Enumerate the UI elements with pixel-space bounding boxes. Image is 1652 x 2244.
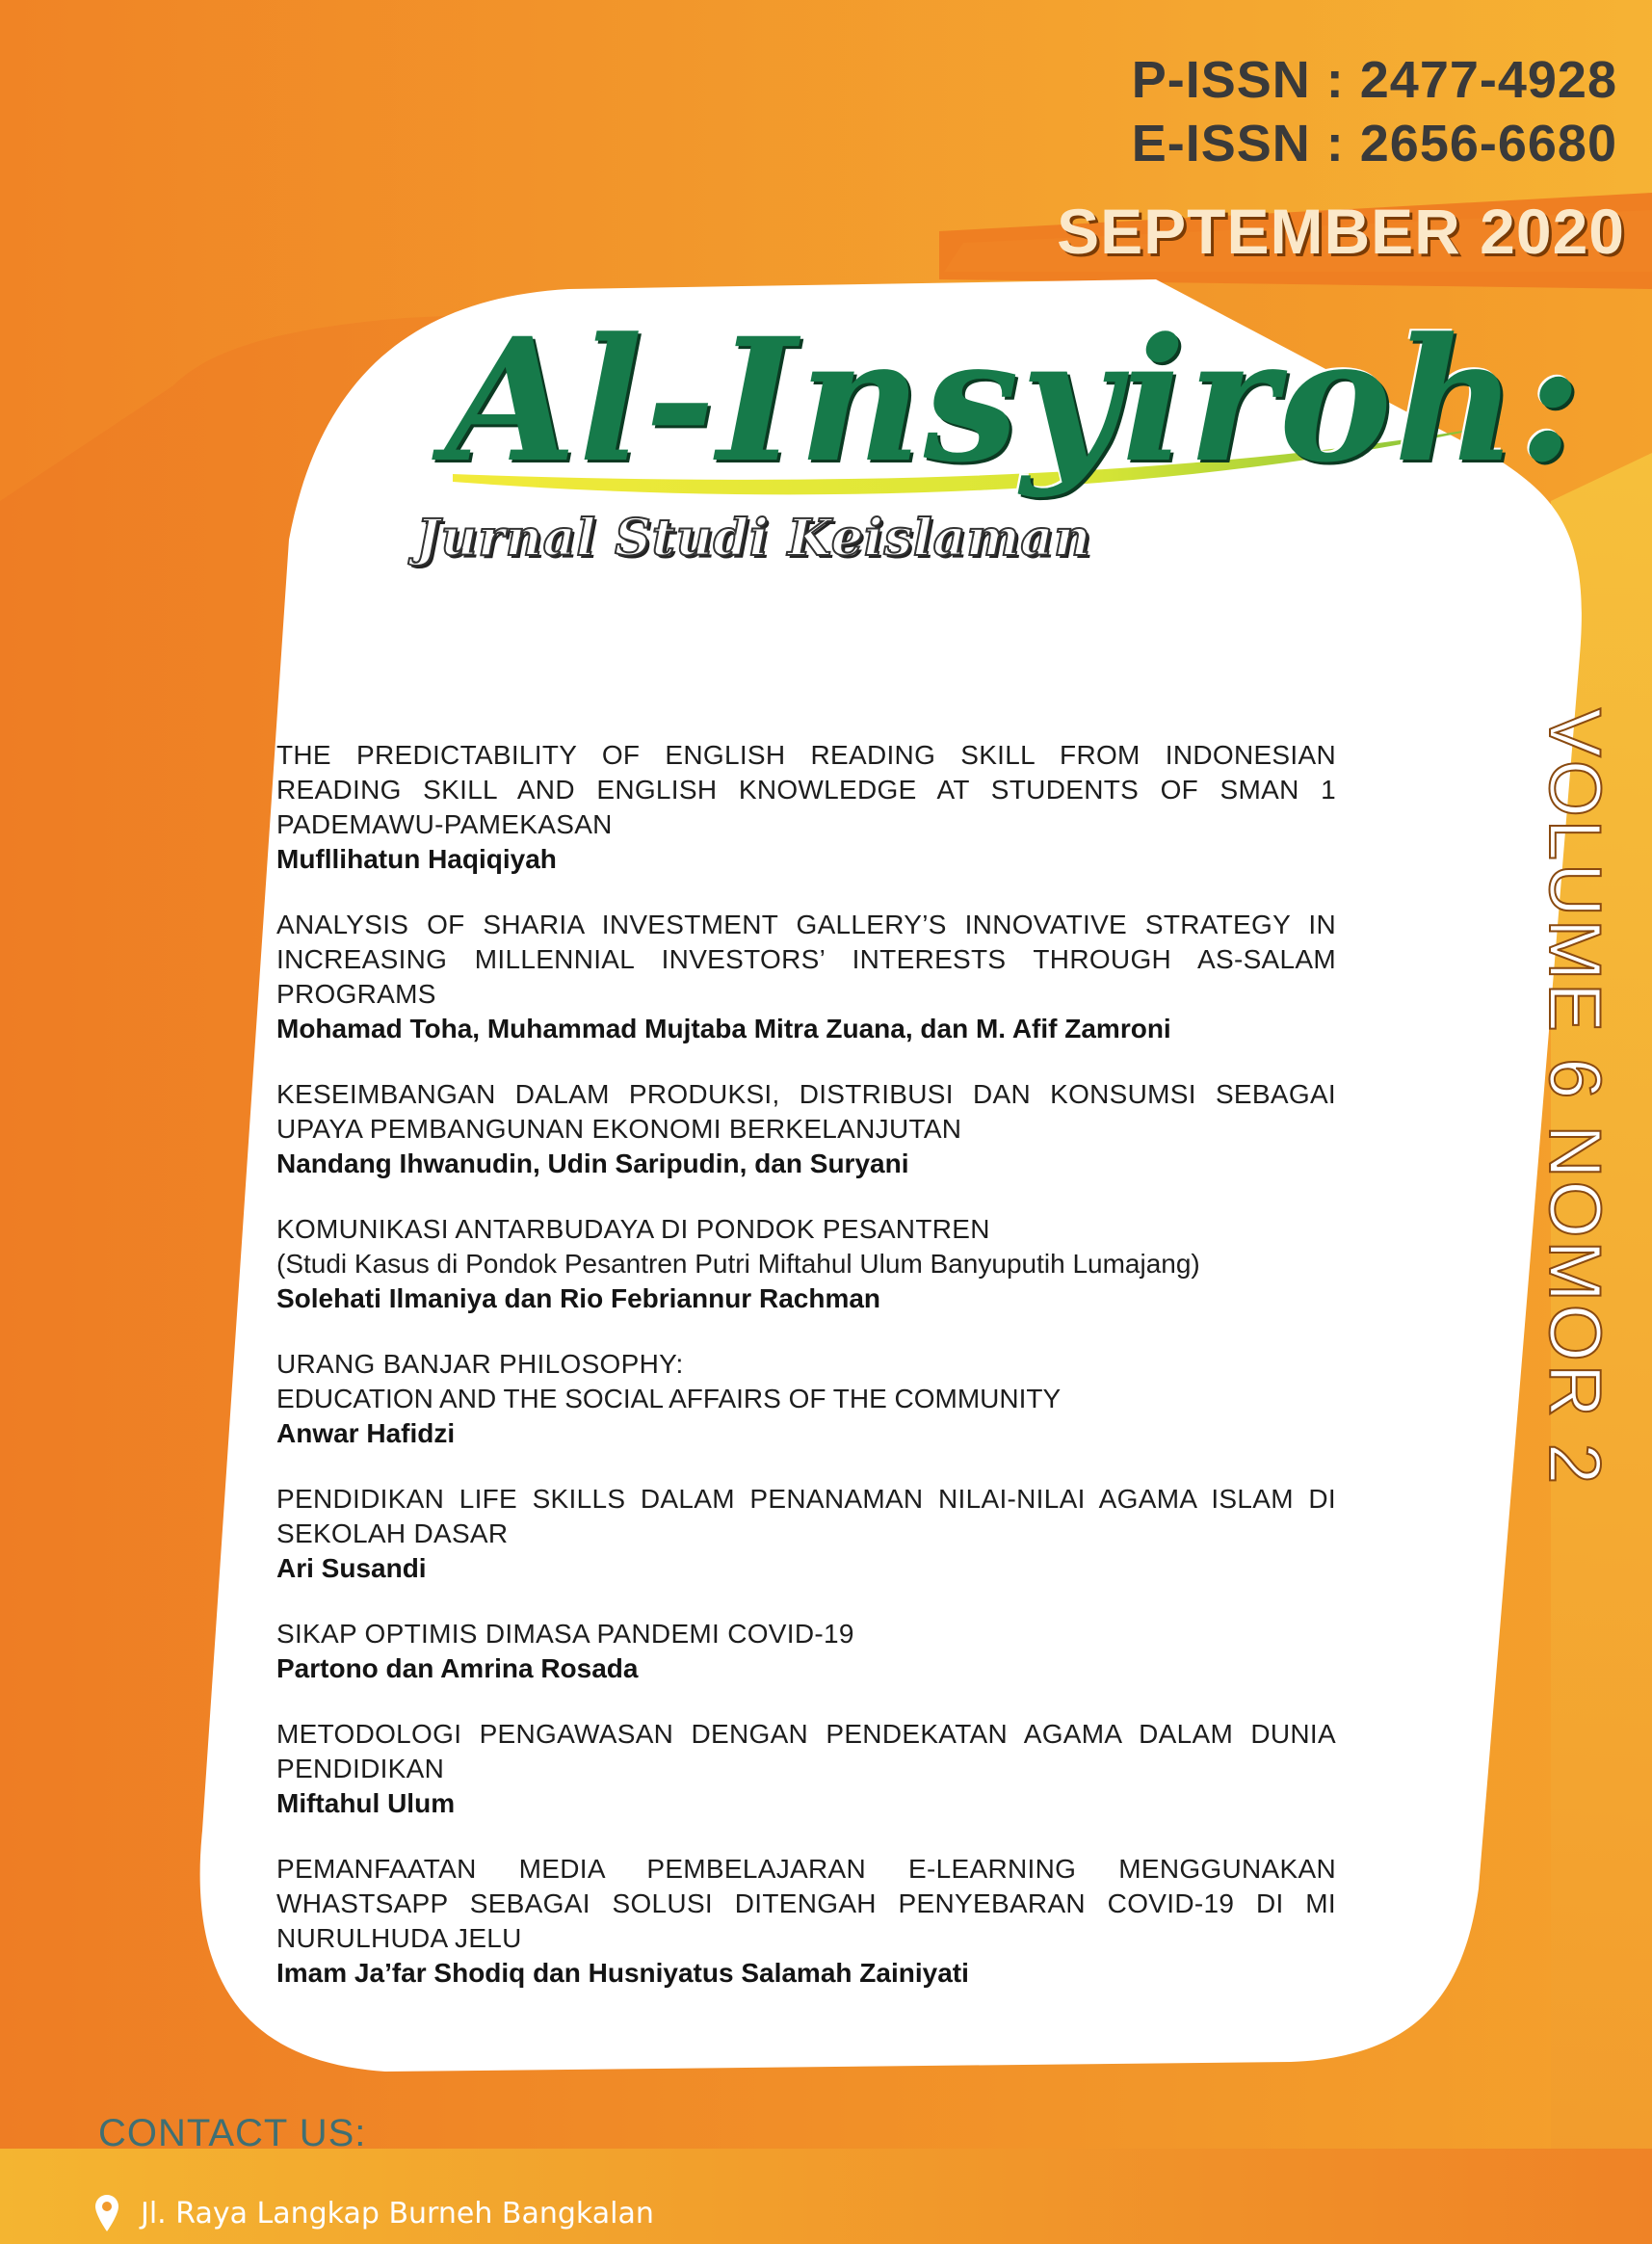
journal-title: Al-Insyiroh: xyxy=(445,301,1585,500)
article-entry xyxy=(276,1347,1336,1451)
article-authors: Nandang Ihwanudin, Udin Saripudin, dan Suryani xyxy=(276,1148,909,1178)
edition-date: SEPTEMBER 2020 xyxy=(1057,196,1625,267)
contact-address xyxy=(94,2192,654,2234)
article-authors: Mufllihatun Haqiqiyah xyxy=(276,844,557,874)
article-entry xyxy=(276,738,1336,877)
journal-subtitle: Jurnal Studi Keislaman xyxy=(416,509,1091,568)
article-entry xyxy=(276,908,1336,1046)
p-issn: P-ISSN : 2477-4928 xyxy=(1131,51,1617,109)
volume-number-label: VOLUME 6 NOMOR 2 xyxy=(1534,708,1615,1488)
article-entry xyxy=(276,1212,1336,1316)
article-entry xyxy=(276,1077,1336,1181)
article-authors: Miftahul Ulum xyxy=(276,1788,456,1818)
article-authors: Anwar Hafidzi xyxy=(276,1418,456,1448)
article-title: THE PREDICTABILITY OF ENGLISH READING SKILL FROM INDONESIAN READING SKILL AND ENGLISH KNOWLEDGE AT STUDENTS OF SMAN 1 PADEMAWU-PAMEKASAN xyxy=(276,740,1336,839)
article-authors: Ari Susandi xyxy=(276,1553,427,1583)
article-subtitle: (Studi Kasus di Pondok Pesantren Putri Miftahul Ulum Banyuputih Lumajang) xyxy=(276,1249,1200,1279)
article-title: ANALYSIS OF SHARIA INVESTMENT GALLERY’S INNOVATIVE STRATEGY IN INCREASING MILLENNIAL INVESTORS’ INTERESTS THROUGH AS-SALAM PROGRAMS xyxy=(276,910,1336,1009)
article-title: PEMANFAATAN MEDIA PEMBELAJARAN E-LEARNING MENGGUNAKAN WHASTSAPP SEBAGAI SOLUSI DITENGAH PENYEBARAN COVID-19 DI MI NURULHUDA JELU xyxy=(276,1854,1336,1953)
location-pin-icon xyxy=(94,2194,119,2232)
address-text: Jl. Raya Langkap Burneh Bangkalan xyxy=(141,2196,654,2231)
article-entry xyxy=(276,1482,1336,1586)
article-title: URANG BANJAR PHILOSOPHY: xyxy=(276,1349,684,1379)
article-title: SIKAP OPTIMIS DIMASA PANDEMI COVID-19 xyxy=(276,1619,854,1649)
article-title: PENDIDIKAN LIFE SKILLS DALAM PENANAMAN NILAI-NILAI AGAMA ISLAM DI SEKOLAH DASAR xyxy=(276,1484,1336,1548)
article-title: METODOLOGI PENGAWASAN DENGAN PENDEKATAN AGAMA DALAM DUNIA PENDIDIKAN xyxy=(276,1719,1336,1783)
table-of-contents xyxy=(276,738,1336,2021)
article-entry xyxy=(276,1852,1336,1991)
article-title: KOMUNIKASI ANTARBUDAYA DI PONDOK PESANTREN xyxy=(276,1214,990,1244)
article-entry xyxy=(276,1717,1336,1821)
article-title: KESEIMBANGAN DALAM PRODUKSI, DISTRIBUSI DAN KONSUMSI SEBAGAI UPAYA PEMBANGUNAN EKONOMI BERKELANJUTAN xyxy=(276,1079,1336,1144)
article-entry xyxy=(276,1617,1336,1686)
article-authors: Solehati Ilmaniya dan Rio Febriannur Rachman xyxy=(276,1283,881,1313)
article-authors: Imam Ja’far Shodiq dan Husniyatus Salamah Zainiyati xyxy=(276,1958,969,1988)
article-authors: Partono dan Amrina Rosada xyxy=(276,1653,639,1683)
article-authors: Mohamad Toha, Muhammad Mujtaba Mitra Zuana, dan M. Afif Zamroni xyxy=(276,1014,1171,1043)
e-issn: E-ISSN : 2656-6680 xyxy=(1131,115,1617,172)
contact-heading: CONTACT US: xyxy=(98,2112,367,2154)
article-subtitle: EDUCATION AND THE SOCIAL AFFAIRS OF THE COMMUNITY xyxy=(276,1384,1062,1413)
